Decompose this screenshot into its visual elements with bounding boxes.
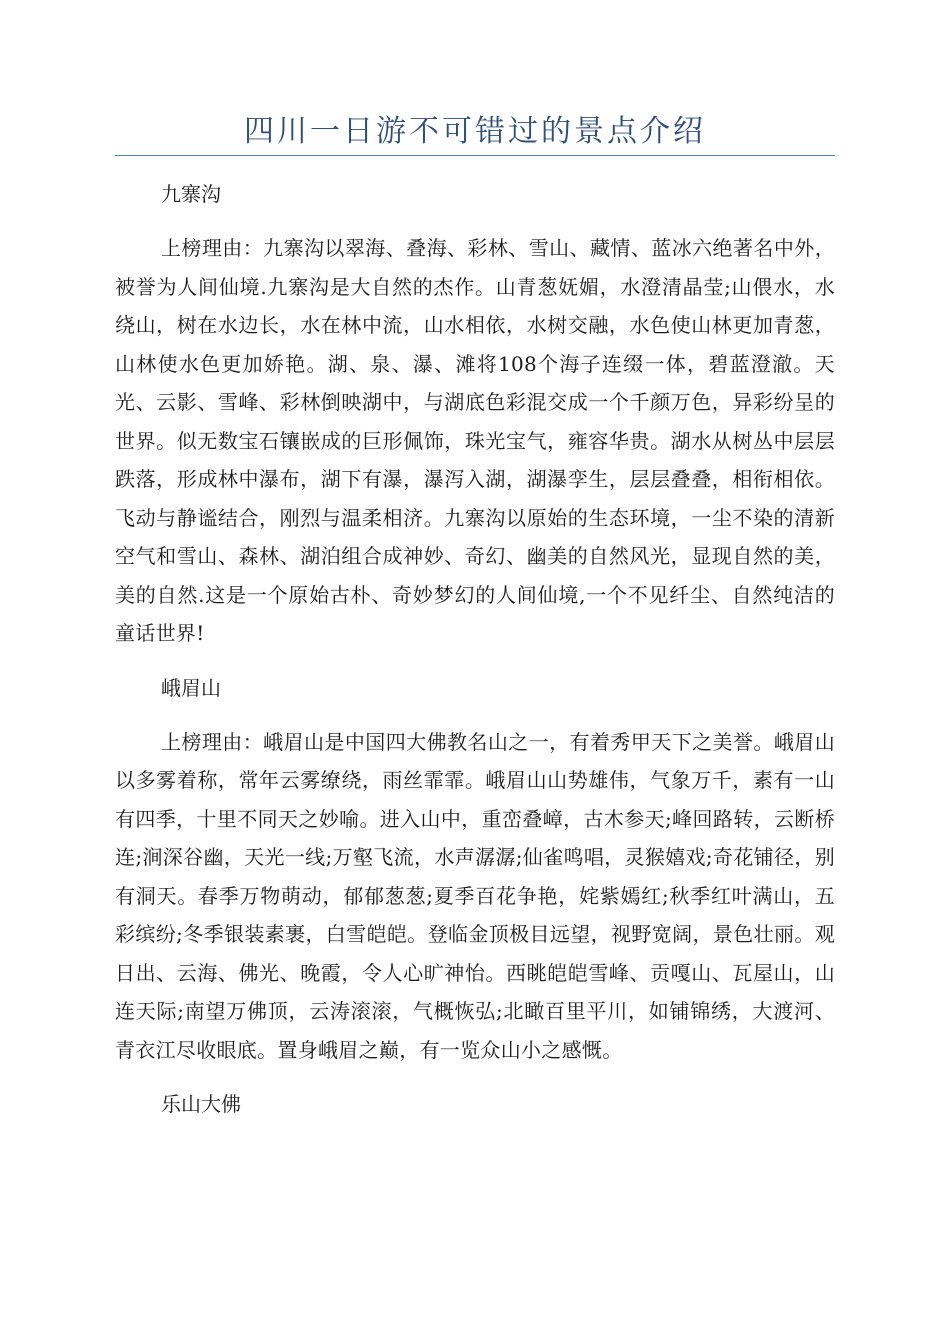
page-title: 四川一日游不可错过的景点介绍	[244, 114, 706, 149]
section-heading-emeishan: 峨眉山	[161, 675, 221, 700]
section-body-emeishan: 上榜理由：峨眉山是中国四大佛教名山之一，有着秀甲天下之美誉。峨眉山以多雾着称，常年云雾缭绕，雨丝霏霏。峨眉山山势雄伟，气象万千，素有一山有四季，十里不同天之妙喻。进入山中，重峦叠嶂，古木参天;峰回路转，云断桥连;涧深谷幽，天光一线;万壑飞流，水声潺潺;仙雀鸣唱，灵猴嬉戏;奇花铺径，别有洞天。春季万物萌动，郁郁葱葱;夏季百花争艳，姹紫嫣红;秋季红叶满山，五彩缤纷;冬季银装素裹，白雪皑皑。登临金顶极目远望，视野宽阔，景色壮丽。观日出、云海、佛光、晚霞，令人心旷神怡。西眺皑皑雪峰、贡嘎山、瓦屋山，山连天际;南望万佛顶，云涛滚滚，气概恢弘;北瞰百里平川，如铺锦绣，大渡河、青衣江尽收眼底。置身峨眉之巅，有一览众山小之感慨。	[115, 729, 835, 1062]
title-underline	[115, 155, 835, 156]
document-body	[115, 175, 835, 1123]
section-heading-leshan-buddha: 乐山大佛	[161, 1092, 241, 1116]
section-body-jiuzhaigou: 上榜理由：九寨沟以翠海、叠海、彩林、雪山、藏情、蓝冰六绝著名中外，被誉为人间仙境.九寨沟是大自然的杰作。山青葱妩媚，水澄清晶莹;山偎水，水绕山，树在水边长，水在林中流，山水相依，水树交融，水色使山林更加青葱，山林使水色更加娇艳。湖、泉、瀑、滩将108个海子连缀一体，碧蓝澄澈。天光、云影、雪峰、彩林倒映湖中，与湖底色彩混交成一个千颜万色，异彩纷呈的世界。似无数宝石镶嵌成的巨形佩饰，珠光宝气，雍容华贵。湖水从树丛中层层跌落，形成林中瀑布，湖下有瀑，瀑泻入湖，湖瀑孪生，层层叠叠，相衔相依。飞动与静谧结合，刚烈与温柔相济。九寨沟以原始的生态环境，一尘不染的清新空气和雪山、森林、湖泊组合成神妙、奇幻、幽美的自然风光，显现自然的美，美的自然.这是一个原始古朴、奇妙梦幻的人间仙境,一个不见纤尘、自然纯洁的童话世界!	[115, 236, 835, 645]
section-heading-jiuzhaigou: 九寨沟	[161, 182, 221, 206]
